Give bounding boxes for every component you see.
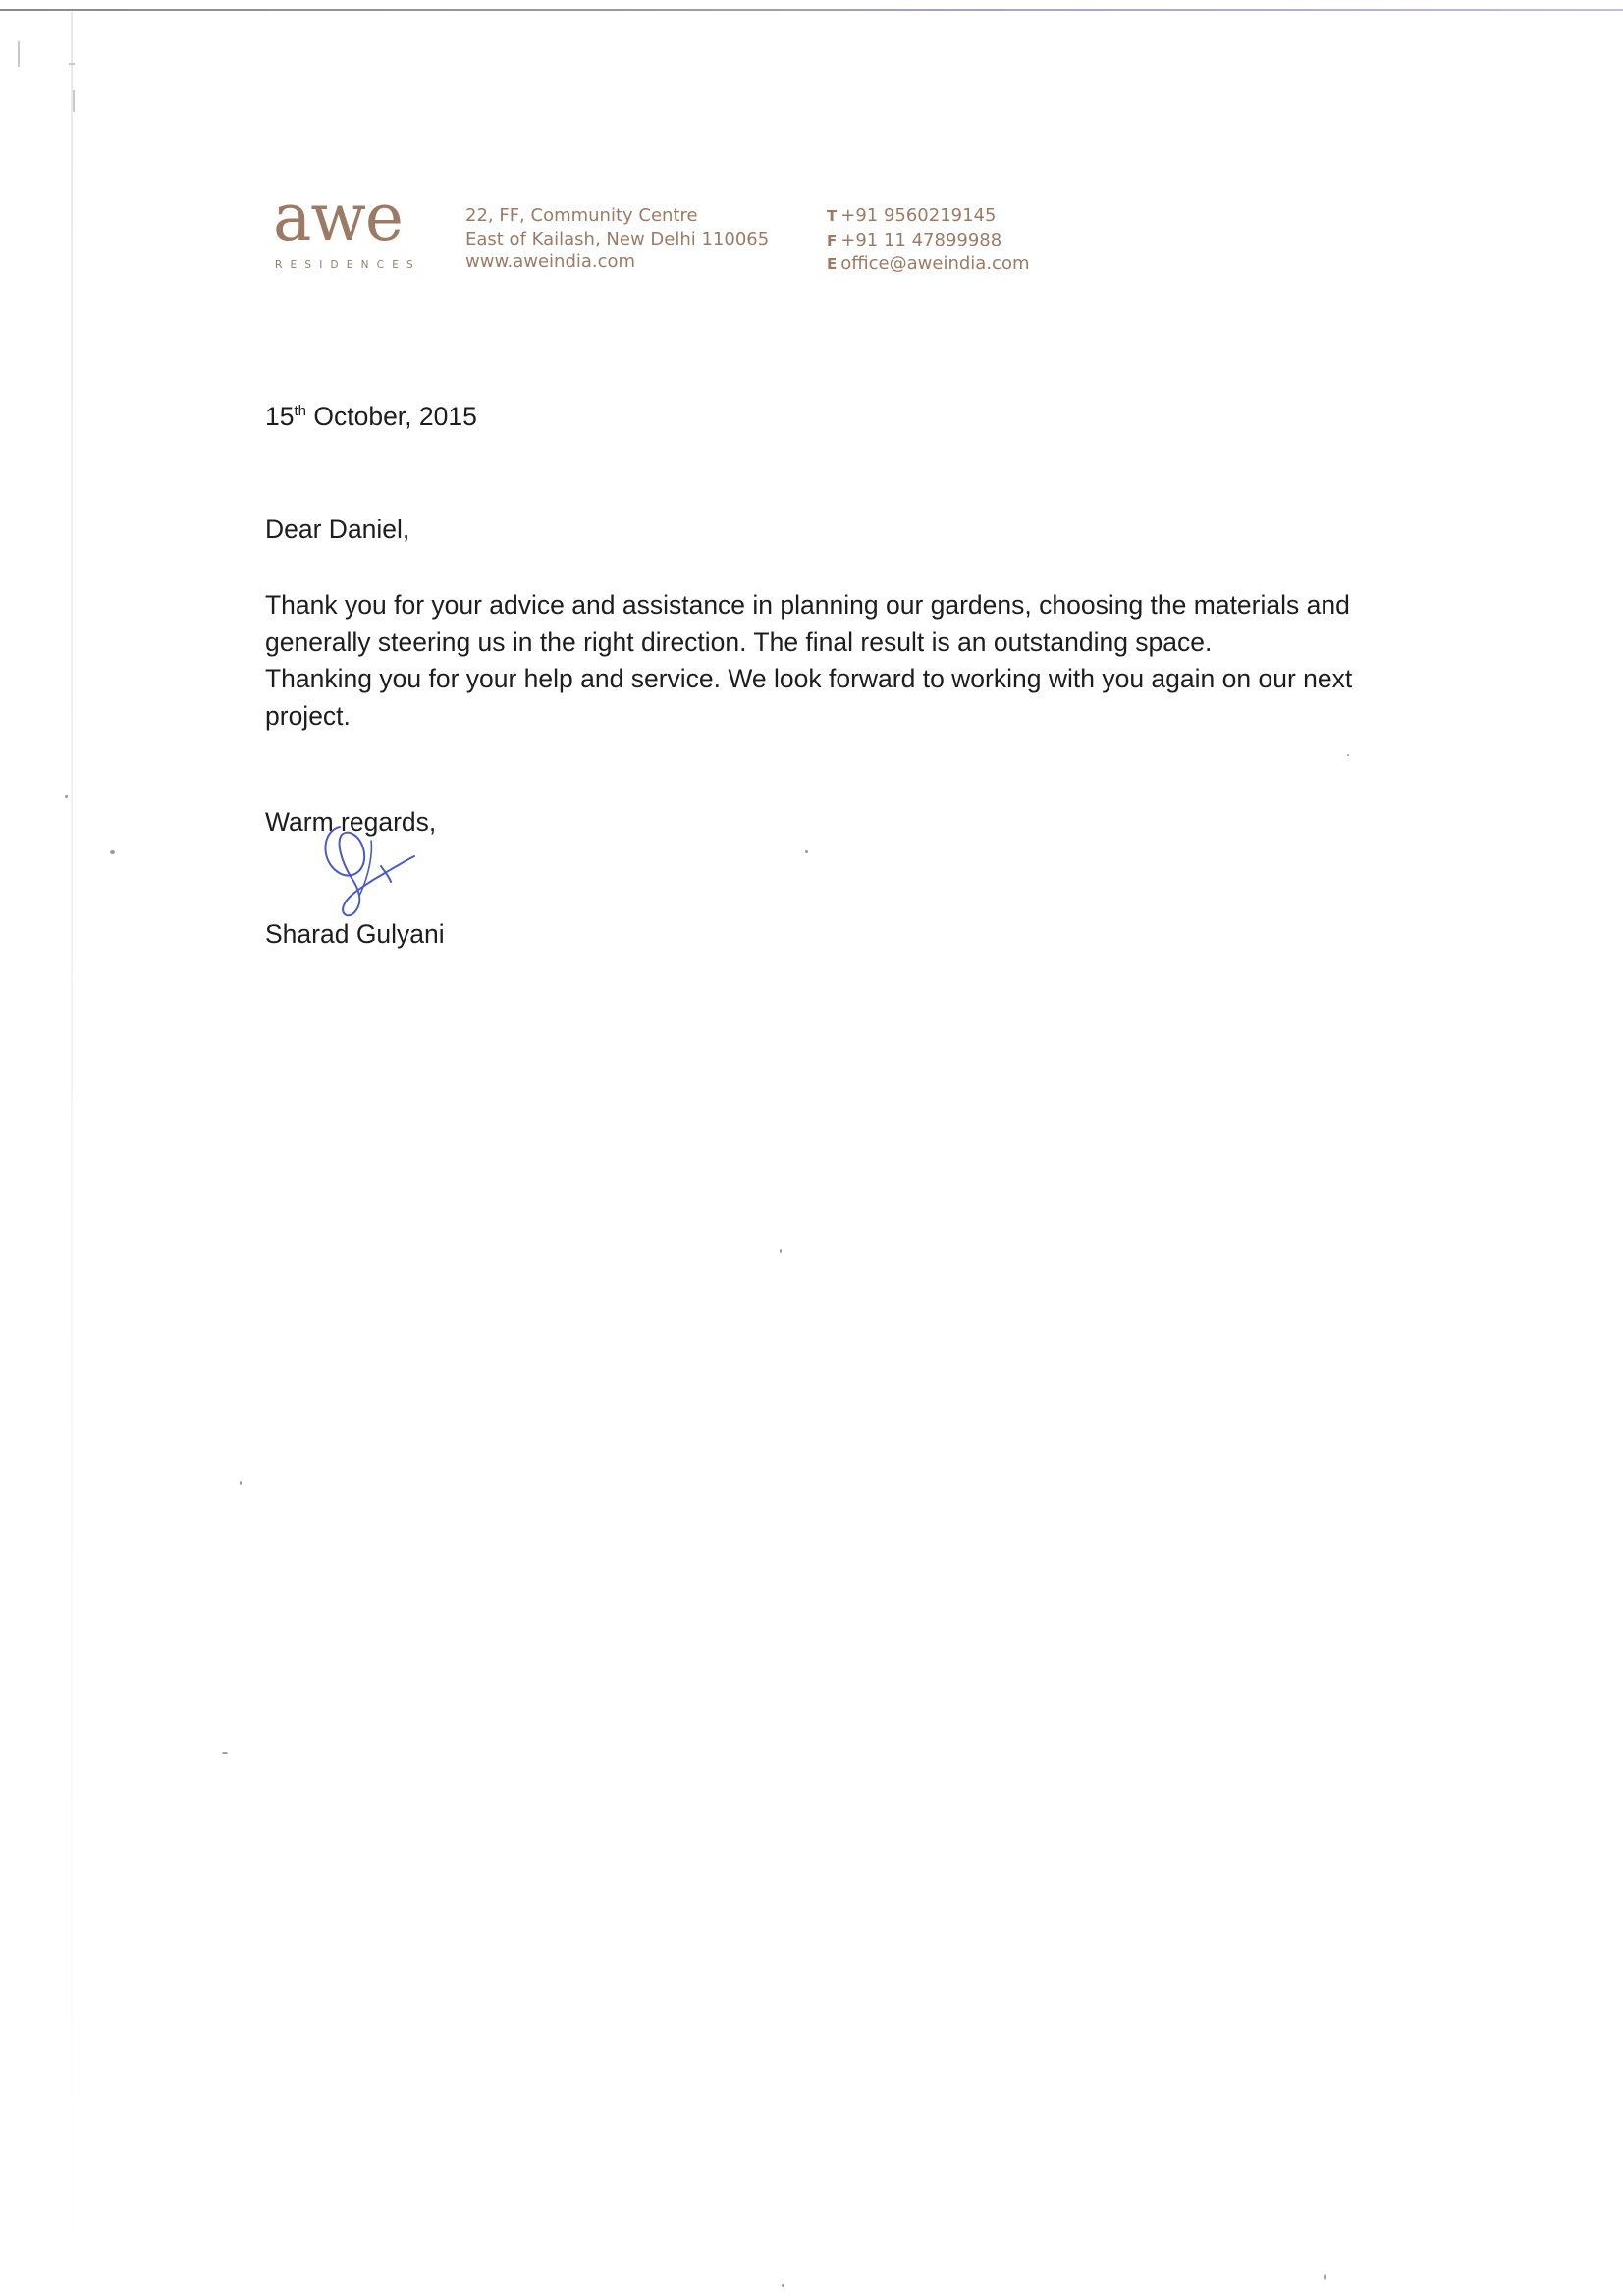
logo-subtitle: RESIDENCES (275, 259, 421, 271)
body-line: Thanking you for your help and service. We look forward to working with you again on our next (265, 664, 1353, 693)
scan-speck (1347, 754, 1349, 756)
fax-number: +91 11 47899988 (840, 229, 1002, 250)
scan-top-border (0, 9, 1623, 11)
email-address[interactable]: office@aweindia.com (840, 253, 1030, 274)
fax-contact (827, 229, 1030, 253)
date-month-year: October, 2015 (306, 402, 477, 431)
scan-speck (110, 850, 115, 854)
scan-speck (780, 1249, 782, 1253)
letterhead-address (465, 204, 769, 274)
scan-speck (222, 1752, 228, 1754)
body-line: project. (265, 700, 351, 731)
scan-speck (782, 2284, 784, 2287)
letter-closing: Warm regards, (265, 807, 437, 837)
phone-label: T (827, 207, 838, 225)
scan-left-edge (71, 12, 73, 2290)
website-link[interactable]: www.aweindia.com (465, 251, 636, 272)
scan-speck (1324, 2274, 1326, 2280)
letter-body (265, 587, 1352, 735)
scan-speck (240, 1481, 242, 1485)
scan-speck (65, 795, 68, 798)
letter-salutation: Dear Daniel, (265, 515, 410, 544)
phone-number: +91 9560219145 (840, 205, 997, 226)
body-line: Thank you for your advice and assistance in planning our gardens, choosing the materials and (265, 590, 1350, 620)
company-logo (273, 180, 421, 273)
email-contact (827, 252, 1030, 277)
scan-speck (805, 850, 808, 853)
fax-label: F (827, 231, 838, 249)
signatory-name: Sharad Gulyani (265, 919, 445, 949)
date-suffix: th (294, 403, 306, 420)
body-line: generally steering us in the right direction. The final result is an outstanding space. (265, 627, 1213, 657)
scan-mark (18, 41, 20, 67)
scan-mark (73, 90, 75, 112)
letter-date (265, 402, 477, 432)
email-label: E (827, 255, 838, 273)
date-day: 15 (265, 402, 295, 431)
phone-contact (827, 204, 1030, 229)
logo-wordmark: awe (273, 180, 403, 255)
handwritten-signature (312, 821, 430, 929)
address-line: 22, FF, Community Centre (465, 205, 698, 226)
address-line: East of Kailash, New Delhi 110065 (465, 228, 770, 249)
letterhead-contacts (827, 204, 1030, 277)
scan-mark (69, 63, 75, 65)
